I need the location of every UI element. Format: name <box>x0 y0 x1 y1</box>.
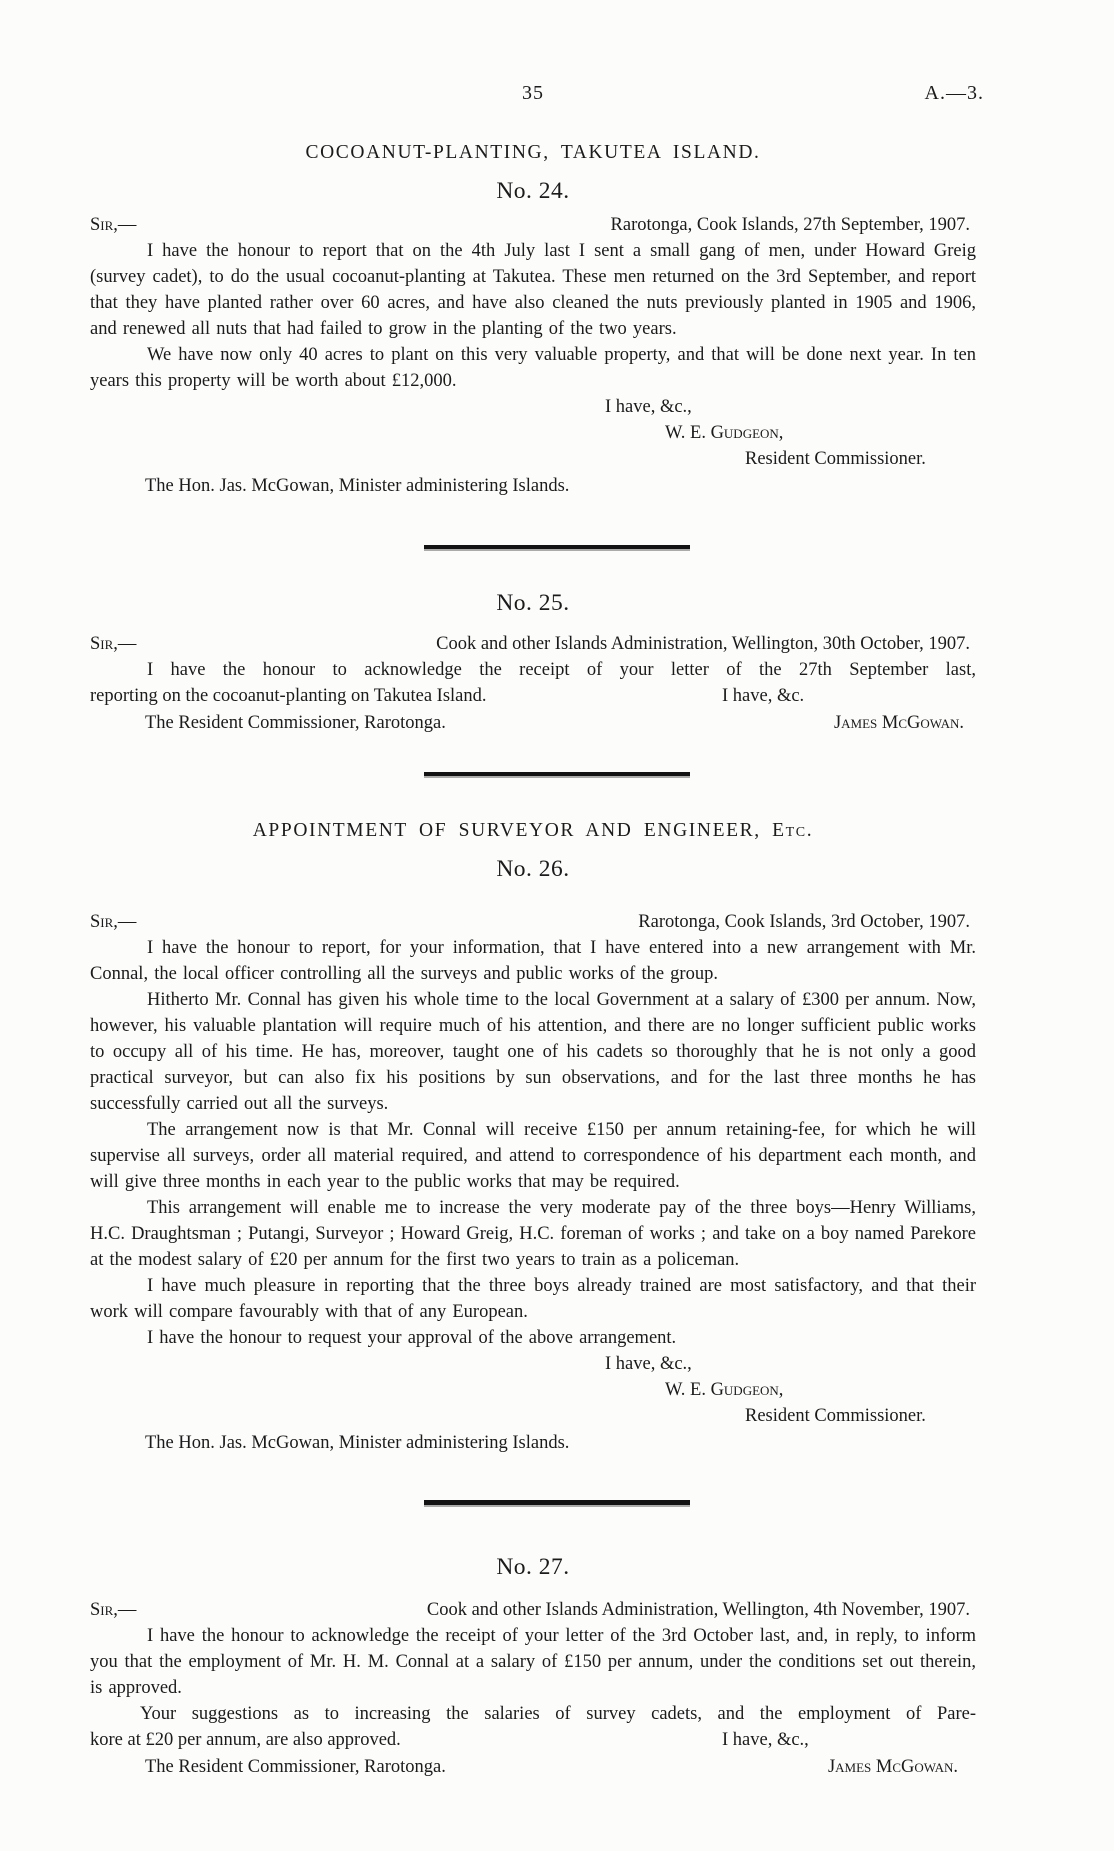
letter-number: No. 25. <box>496 590 570 616</box>
salutation: Sir,— <box>90 634 137 654</box>
letter-body-line: I have the honour to acknowledge the receipt of your letter of the 27th September last, <box>147 660 976 680</box>
addressee: The Hon. Jas. McGowan, Minister administering Islands. <box>145 1433 570 1453</box>
dateline: Cook and other Islands Administration, Wellington, 4th November, 1907. <box>426 1600 970 1620</box>
letter-paragraph: I have the honour to report, for your information, that I have entered into a new arrangement with Mr. Connal, the local officer controlling all the surveys and public works of the group. <box>90 938 976 984</box>
signatory-title: Resident Commissioner. <box>745 449 926 469</box>
salutation: Sir,— <box>90 912 137 932</box>
page-number: 35 <box>522 82 544 104</box>
page-header <box>90 80 984 106</box>
doc-reference: A.—3. <box>924 82 984 104</box>
letter-body-line <box>90 1727 976 1753</box>
letter-paragraph: Hitherto Mr. Connal has given his whole time to the local Government at a salary of £300 per annum. Now, however, his valuable plantation will require much of his attention, and there are no longer sufficient public works to occupy all of his time. He has, moreover, taught one of his cadets so thoroughly that he is not only a good practical surveyor, but can also fix his positions by sun observations, and for the last three months he has successfully carried out all the surveys. <box>90 990 976 1114</box>
addressee: The Resident Commissioner, Rarotonga. <box>145 1757 446 1777</box>
dateline: Rarotonga, Cook Islands, 27th September, 1907. <box>610 215 970 235</box>
letter-number: No. 27. <box>496 1554 570 1580</box>
addressee: The Hon. Jas. McGowan, Minister administering Islands. <box>145 476 570 496</box>
section-cocoanut-planting <box>90 140 976 499</box>
signatory: W. E. Gudgeon, <box>665 423 784 443</box>
addressee-line <box>90 710 976 736</box>
letter-paragraph: I have the honour to report that on the 4th July last I sent a small gang of men, under Howard Greig (survey cadet), to do the usual cocoanut-planting at Takutea. These men returned on the 3rd September, and report that they have planted rather over 60 acres, and have also cleaned the nuts previously planted in 1905 and 1906, and renewed all nuts that had failed to grow in the planting of the two years. <box>90 241 976 339</box>
letter-paragraph: I have much pleasure in reporting that the three boys already trained are most satisfactory, and that their work will compare favourably with that of any European. <box>90 1276 976 1322</box>
signatory: James McGowan. <box>827 1757 958 1777</box>
dateline: Rarotonga, Cook Islands, 3rd October, 1907. <box>638 912 970 932</box>
valediction: I have, &c. <box>722 686 805 706</box>
letter-no-26 <box>90 853 976 1456</box>
addressee: The Resident Commissioner, Rarotonga. <box>145 713 446 733</box>
letter-number: No. 24. <box>496 178 570 204</box>
section-divider <box>424 1500 690 1505</box>
salutation-line <box>90 909 976 935</box>
letter-body-text: kore at £20 per annum, are also approved. <box>90 1730 401 1750</box>
valediction: I have, &c., <box>605 397 692 417</box>
salutation: Sir,— <box>90 1600 137 1620</box>
letter-paragraph: I have the honour to request your approval of the above arrangement. <box>147 1328 677 1348</box>
valediction: I have, &c., <box>605 1354 692 1374</box>
salutation-line <box>90 631 976 657</box>
valediction: I have, &c., <box>722 1730 809 1750</box>
letter-no-25 <box>90 587 976 736</box>
dateline: Cook and other Islands Administration, Wellington, 30th October, 1907. <box>436 634 970 654</box>
letter-no-27 <box>90 1551 976 1780</box>
signatory-title: Resident Commissioner. <box>745 1406 926 1426</box>
letter-paragraph: I have the honour to acknowledge the receipt of your letter of the 3rd October last, and, in reply, to inform you that the employment of Mr. H. M. Connal at a salary of £150 per annum, under the conditions set out therein, is approved. <box>90 1626 976 1698</box>
letter-paragraph: We have now only 40 acres to plant on this very valuable property, and that will be done next year. In ten years this property will be worth about £12,000. <box>90 345 976 391</box>
signatory: James McGowan. <box>833 713 964 733</box>
letter-body-text: reporting on the cocoanut-planting on Takutea Island. <box>90 686 487 706</box>
letter-paragraph: The arrangement now is that Mr. Connal will receive £150 per annum retaining-fee, for which he will supervise all surveys, order all material required, and attend to correspondence of his department each month, and will give three months in each year to the public works that may be required. <box>90 1120 976 1192</box>
section-title: APPOINTMENT OF SURVEYOR AND ENGINEER, Etc. <box>252 820 814 841</box>
addressee-line <box>90 1754 976 1780</box>
letter-no-24 <box>90 175 976 499</box>
letter-paragraph: This arrangement will enable me to increase the very moderate pay of the three boys—Henry Williams, H.C. Draughtsman ; Putangi, Surveyor ; Howard Greig, H.C. foreman of works ; and take on a boy named Parekore at the modest salary of £20 per annum for the first two years to train as a policeman. <box>90 1198 976 1270</box>
salutation-line <box>90 212 976 238</box>
letter-number: No. 26. <box>496 856 570 882</box>
letter-body-line <box>90 683 976 709</box>
section-divider <box>424 545 690 549</box>
signatory: W. E. Gudgeon, <box>665 1380 784 1400</box>
letter-body-line: Your suggestions as to increasing the salaries of survey cadets, and the employment of Pare- <box>140 1704 976 1724</box>
salutation: Sir,— <box>90 215 137 235</box>
section-divider <box>424 772 690 776</box>
salutation-line <box>90 1597 976 1623</box>
section-title: COCOANUT-PLANTING, TAKUTEA ISLAND. <box>305 142 761 163</box>
section-appointment-surveyor <box>90 818 976 1456</box>
